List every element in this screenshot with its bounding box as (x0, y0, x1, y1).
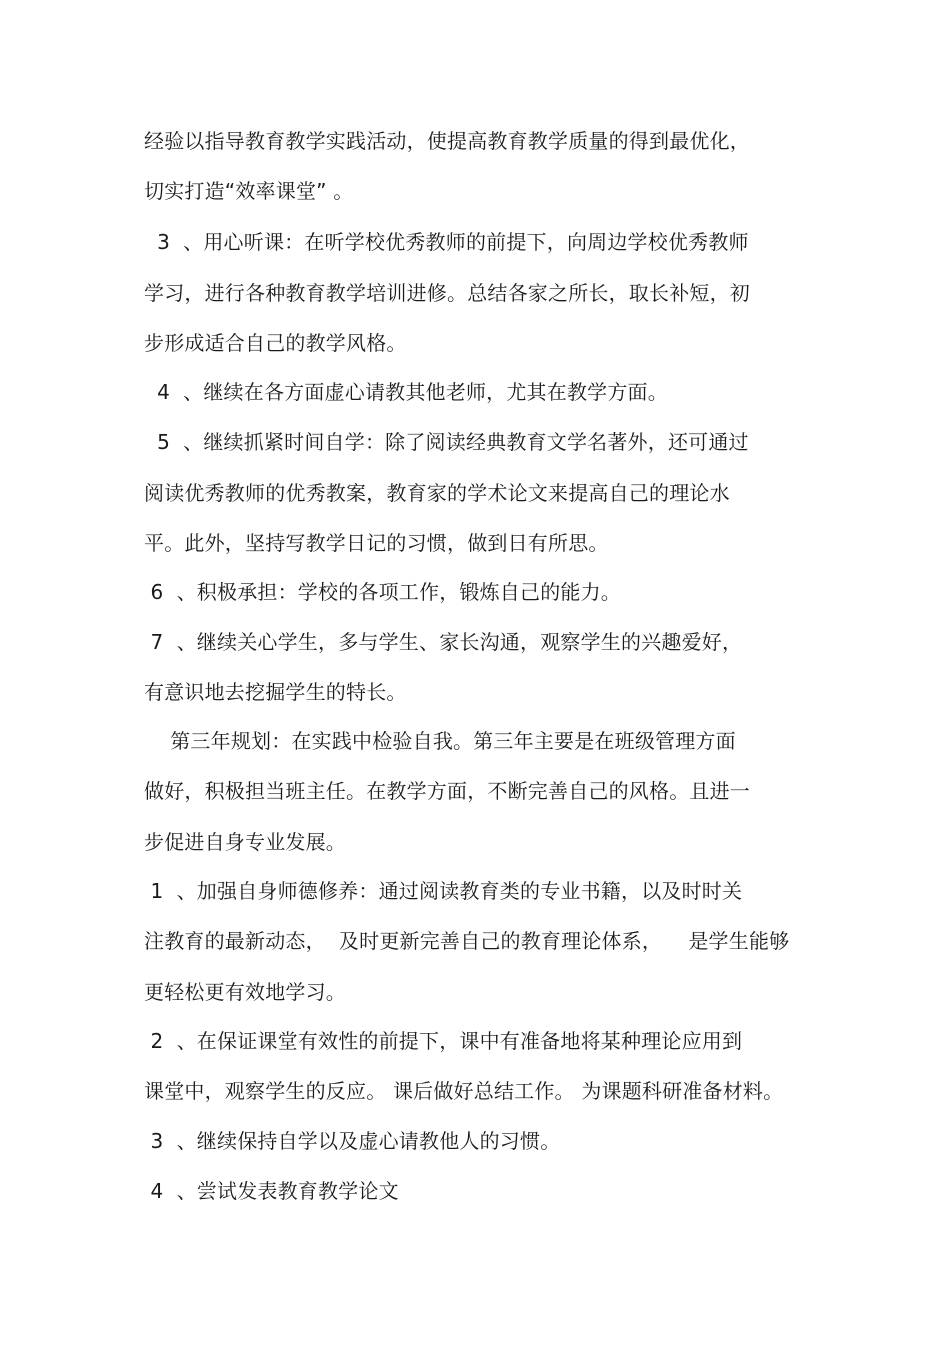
text-line-3: 3 、用心听课：在听学校优秀教师的前提下，向周边学校优秀教师 (144, 230, 749, 254)
text-line-9: 平。此外，坚持写教学日记的习惯，做到日有所思。 (144, 531, 609, 555)
text-line-8: 阅读优秀教师的优秀教案，教育家的学术论文来提高自己的理论水 (144, 481, 730, 505)
text-line-17: 注教育的最新动态， 及时更新完善自己的教育理论体系， 是学生能够 (144, 929, 790, 953)
text-line-15: 步促进自身专业发展。 (144, 830, 346, 854)
text-line-1: 经验以指导教育教学实践活动，使提高教育教学质量的得到最优化， (144, 129, 750, 153)
text-line-7: 5 、继续抓紧时间自学：除了阅读经典教育文学名著外，还可通过 (144, 430, 749, 454)
text-line-20: 课堂中，观察学生的反应。 课后做好总结工作。 为课题科研准备材料。 (144, 1079, 784, 1103)
text-line-5: 步形成适合自己的教学风格。 (144, 331, 407, 355)
text-line-2: 切实打造“效率课堂” 。 (144, 179, 354, 203)
text-line-19: 2 、在保证课堂有效性的前提下，课中有准备地将某种理论应用到 (144, 1029, 743, 1053)
text-line-18: 更轻松更有效地学习。 (144, 980, 346, 1004)
text-line-16: 1 、加强自身师德修养：通过阅读教育类的专业书籍，以及时时关 (144, 879, 743, 903)
text-line-13: 第三年规划：在实践中检验自我。第三年主要是在班级管理方面 (144, 729, 736, 753)
text-line-14: 做好，积极担当班主任。在教学方面，不断完善自己的风格。且进一 (144, 779, 750, 803)
text-line-22: 4 、尝试发表教育教学论文 (144, 1179, 399, 1203)
text-line-6: 4 、继续在各方面虚心请教其他老师，尤其在教学方面。 (144, 380, 668, 404)
text-line-11: 7 、继续关心学生，多与学生、家长沟通，观察学生的兴趣爱好， (144, 630, 743, 654)
text-line-21: 3 、继续保持自学以及虚心请教他人的习惯。 (144, 1129, 561, 1153)
text-line-12: 有意识地去挖掘学生的特长。 (144, 680, 407, 704)
text-line-10: 6 、积极承担：学校的各项工作，锻炼自己的能力。 (144, 580, 621, 604)
text-line-4: 学习，进行各种教育教学培训进修。总结各家之所长，取长补短，初 (144, 281, 750, 305)
